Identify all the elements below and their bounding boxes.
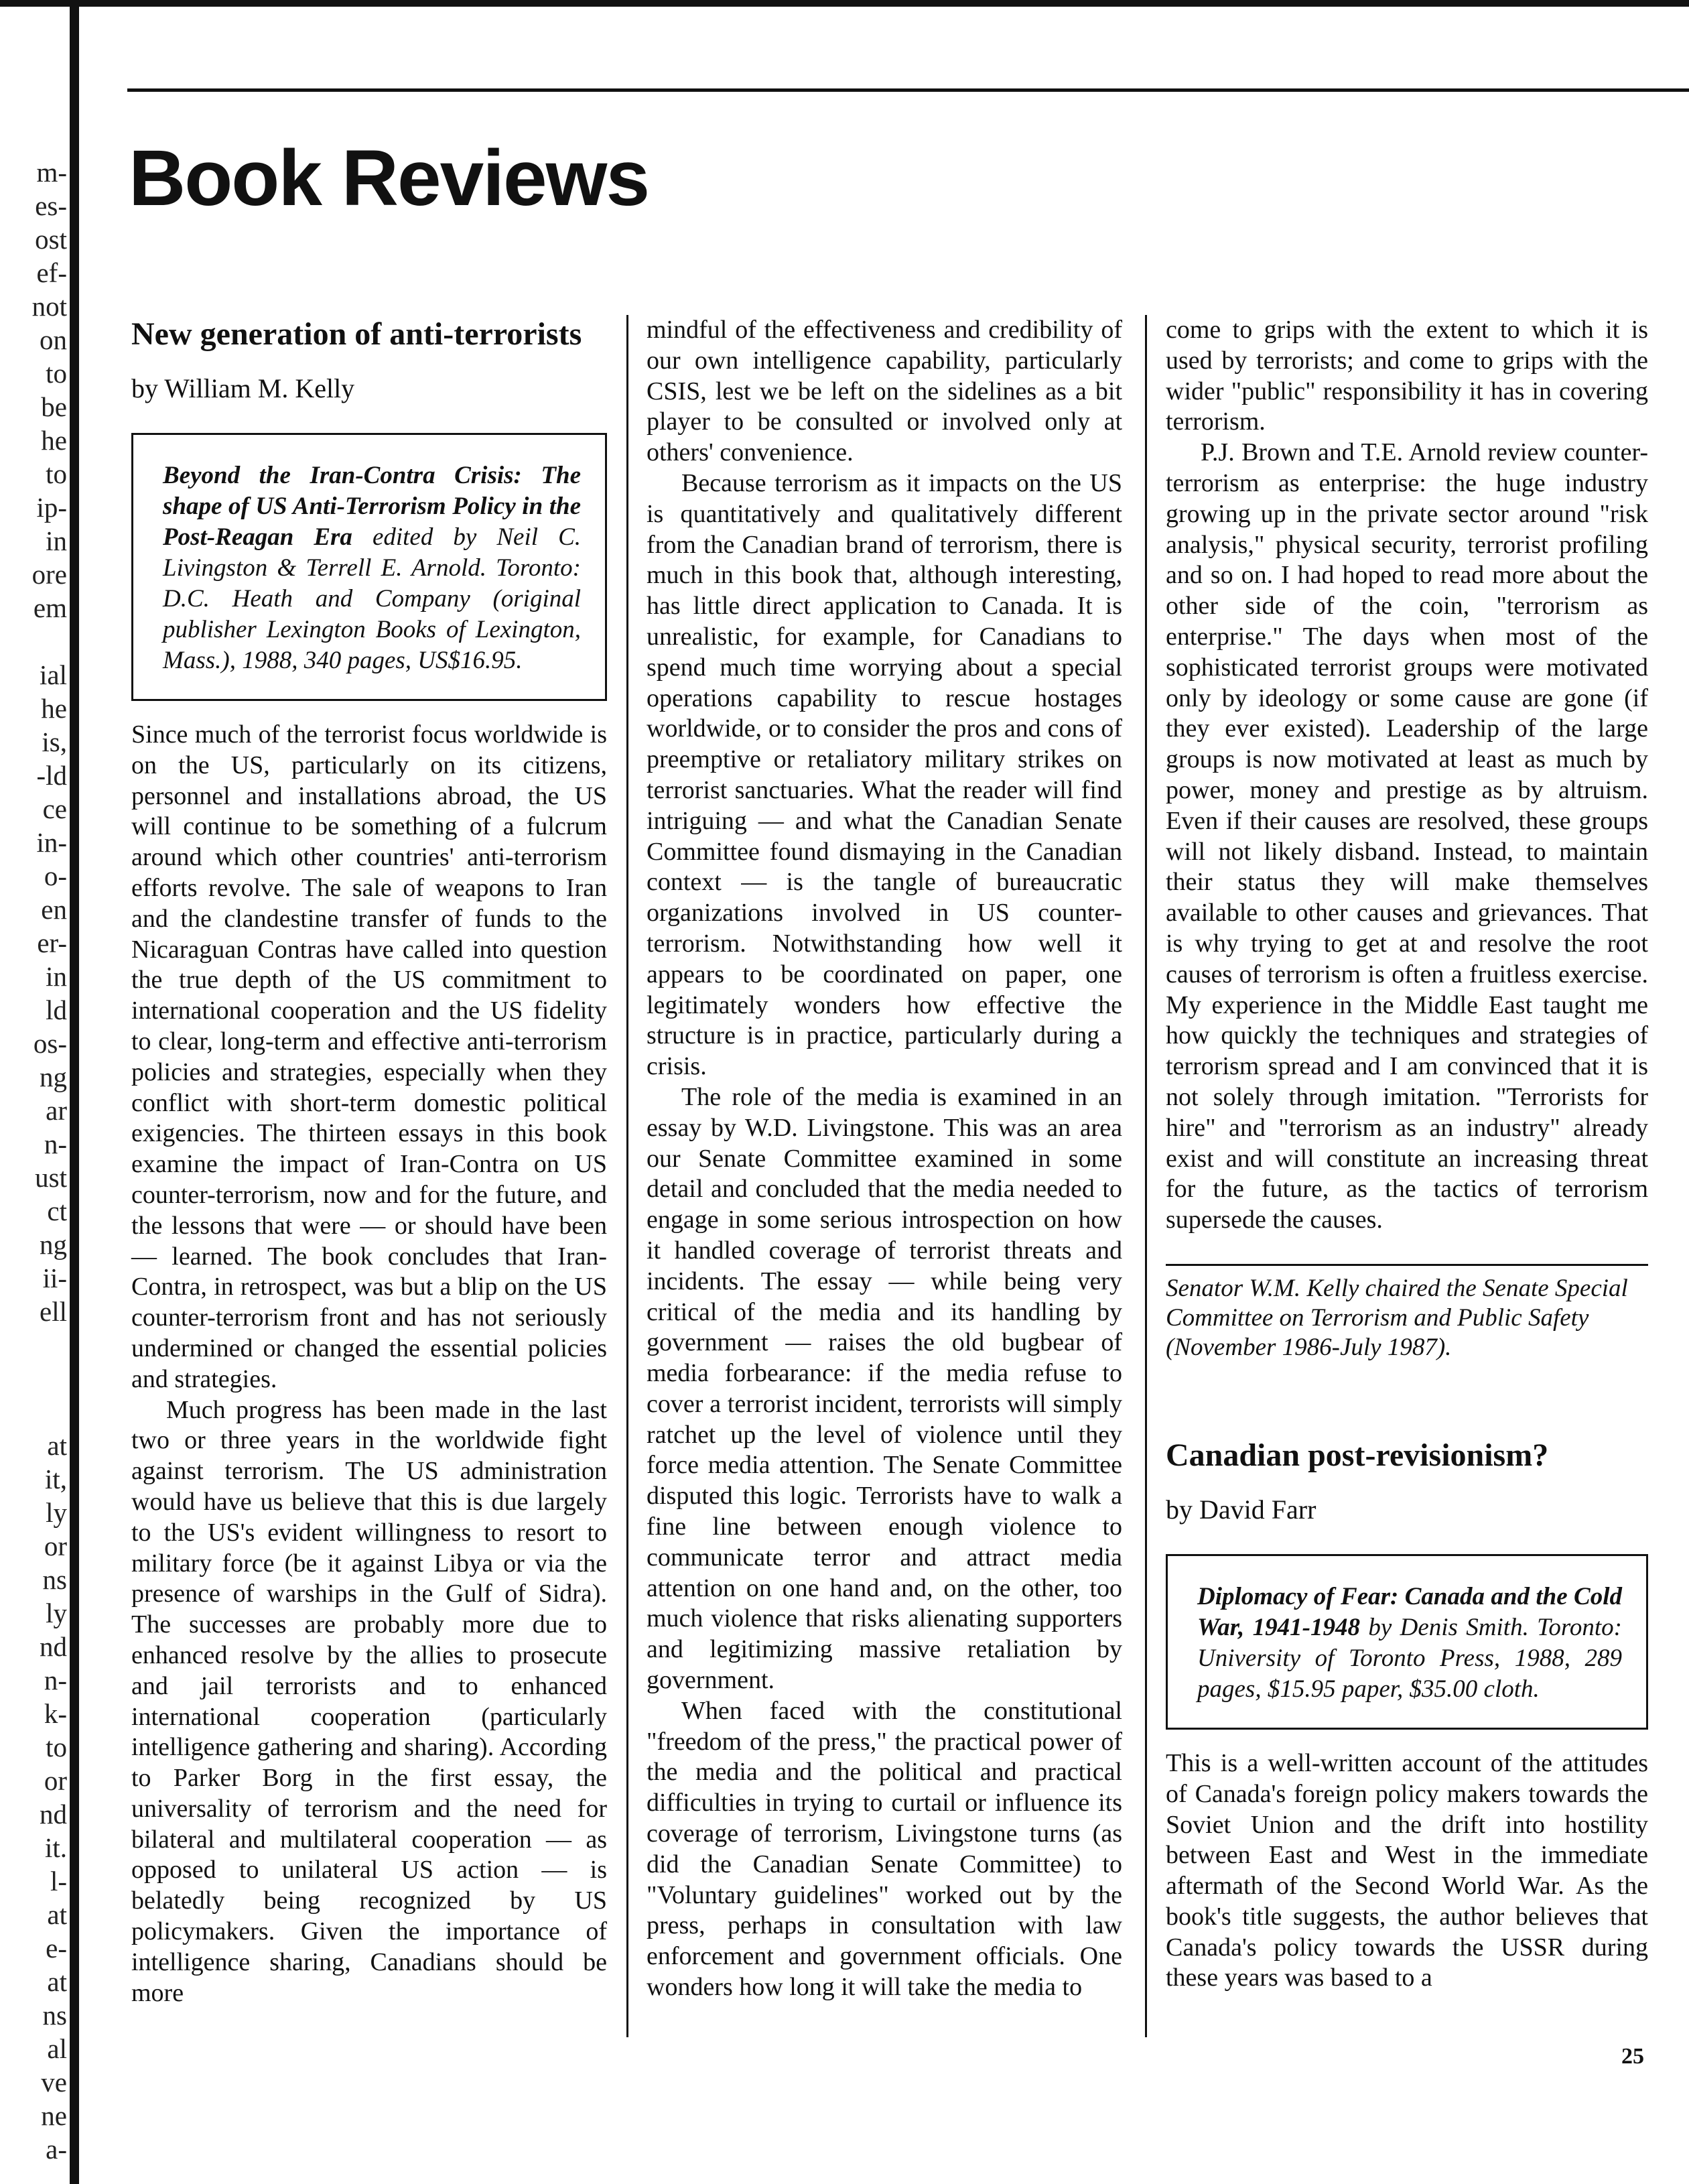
edge-text-fragment: it.: [44, 1832, 67, 1863]
edge-text-fragment: l-: [50, 1866, 67, 1897]
edge-text-fragment: ct: [47, 1196, 67, 1226]
column-divider: [626, 315, 628, 2037]
paragraph: Much progress has been made in the last two or three years in the worldwide fight against terrorism. The US administration would have us believe that this is due largely to the US's evident willingness to resort to military force (be it against Libya or via the presence of warships in the Gulf of Sidra). The successes are probably more due to enhanced resolve by the allies to prosecute and jail terrorists and to enhanced international cooperation (particularly intelligence gathering and sharing). According to Parker Borg in the first essay, the universality of terrorism and the need for bilateral and multilateral cooperation — as opposed to unilateral US action — is belatedly being recognized by US policymakers. Given the importance of intelligence sharing, Canadians should be more: [131, 1395, 607, 2007]
edge-text-fragment: e-: [46, 1933, 67, 1964]
edge-text-fragment: er-: [37, 927, 67, 958]
page-number: 25: [1621, 2044, 1644, 2069]
paragraph: The role of the media is examined in an essay by W.D. Livingstone. This was an area our Senate Committee examined in some detail and concluded that the media needed to engage in some serious introspection on how it handled coverage of terrorist threats and incidents. The essay — while being very critical of the media and its handling by government — raises the old bugbear of media forbearance: if the media refuse to cover a terrorist incident, terrorists will simply ratchet up the level of violence until they force media attention. The Senate Committee disputed this logic. Terrorists have to walk a fine line between enough violence to communicate terror and attract media attention on one hand and, on the other, too much violence that risks alienating supporters and legitimizing massive retaliation by government.: [647, 1082, 1122, 1695]
edge-text-fragment: al: [47, 2033, 67, 2064]
edge-text-fragment: ust: [35, 1162, 67, 1193]
edge-text-fragment: es-: [35, 190, 67, 221]
edge-text-fragment: ii-: [42, 1263, 67, 1293]
paragraph: Because terrorism as it impacts on the US is quantitatively and qualitatively different from the Canadian brand of terrorism, there is much in this book that, although interesting, has little direct application to Canada. It is unrealistic, for example, for Canadians to spend much time worrying about a special operations capability to rescue hostages worldwide, or to consider the pros and cons of preemptive or retaliatory military strikes on terrorist sanctuaries. What the reader will find intriguing — and what the Canadian Senate Committee found dismaying in the Canadian context — is the tangle of bureaucratic organizations involved in US counter-terrorism. Notwithstanding how well it appears to be coordinated on paper, one legitimately wonders how effective the structure is in practice, particularly during a crisis.: [647, 468, 1122, 1081]
paragraph: Since much of the terrorist focus worldwide is on the US, particularly on its citizens, personnel and installations abroad, the US will continue to be something of a fulcrum around which other countries' anti-terrorism efforts revolve. The sale of weapons to Iran and the clandestine transfer of funds to the Nicaraguan Contras have called into question the true depth of the US commitment to international cooperation and the US fidelity to clear, long-term and effective anti-terrorism policies and strategies, especially when they conflict with short-term domestic political exigencies. The thirteen essays in this book examine the impact of Iran-Contra on US counter-terrorism, now and for the future, and the lessons that were — or should have been — learned. The book concludes that Iran-Contra, in retrospect, was but a blip on the US counter-terrorism front and has not seriously undermined or changed the essential policies and strategies.: [131, 720, 607, 1393]
paragraph: mindful of the effectiveness and credibility of our own intelligence capability, particularly CSIS, lest we be left on the sidelines as a bit player to be consulted or involved only at others' convenience.: [647, 316, 1122, 467]
edge-text-fragment: in-: [36, 827, 67, 858]
header-rule: [127, 88, 1689, 92]
edge-text-fragment: [0, 625, 67, 658]
edge-text-fragment: ng: [40, 1229, 67, 1260]
edge-text-fragment: ost: [35, 224, 67, 255]
book-details-box: [131, 433, 607, 701]
edge-text-fragment: ell: [40, 1296, 67, 1327]
edge-text-fragment: ly: [46, 1598, 67, 1628]
edge-text-fragment: k-: [44, 1698, 67, 1729]
edge-text-fragment: nd: [40, 1631, 67, 1662]
previous-page-edge-text: [0, 155, 67, 2166]
edge-text-fragment: not: [31, 291, 67, 322]
paragraph: When faced with the constitutional "freedom of the press," the practical power of the media and the political and practical difficulties in trying to curtail or influence its coverage of terrorism, Livingstone turns (as did the Canadian Senate Committee) to "Voluntary guidelines" worked out by the press, perhaps in consultation with law enforcement and government officials. One wonders how long it will take the media to: [647, 1696, 1122, 2002]
edge-text-fragment: he: [41, 693, 67, 724]
edge-text-fragment: or: [44, 1531, 67, 1561]
edge-text-fragment: [0, 1395, 67, 1429]
edge-text-fragment: [0, 1362, 67, 1395]
edge-text-fragment: ial: [40, 659, 67, 690]
edge-text-fragment: ly: [46, 1497, 67, 1528]
reviewer-bio: Senator W.M. Kelly chaired the Senate Special Committee on Terrorism and Public Safety (November 1986-July 1987).: [1166, 1274, 1628, 1361]
book-details-box: [1166, 1554, 1648, 1730]
edge-text-fragment: to: [46, 1732, 67, 1762]
edge-text-fragment: o-: [44, 860, 67, 891]
edge-text-fragment: ef-: [36, 257, 67, 288]
book-title: Diplomacy of Fear: Canada and the Cold War, 1941-1948: [1197, 1582, 1622, 1641]
edge-text-fragment: to: [46, 458, 67, 489]
edge-text-fragment: at: [47, 1430, 67, 1461]
bio-rule: [1166, 1264, 1648, 1266]
edge-text-fragment: [0, 1328, 67, 1362]
edge-text-fragment: ore: [31, 559, 67, 590]
byline: by David Farr: [1166, 1494, 1316, 1525]
edge-text-fragment: ar: [46, 1095, 67, 1126]
edge-text-fragment: ip-: [36, 492, 67, 523]
edge-text-fragment: or: [44, 1765, 67, 1796]
edge-text-fragment: be: [41, 391, 67, 422]
edge-text-fragment: em: [33, 592, 67, 623]
book-details: edited by Neil C. Livingston & Terrell E. Arnold. Toronto: D.C. Heath and Company (original publisher Lexington Books of Lexington, Mass.), 1988, 340 pages, US$16.95.: [163, 523, 581, 674]
edge-text-fragment: en: [41, 894, 67, 925]
edge-text-fragment: ns: [42, 1564, 67, 1595]
edge-text-fragment: ld: [46, 994, 67, 1025]
column-2: [647, 315, 1122, 2003]
edge-text-fragment: in: [46, 961, 67, 992]
edge-text-fragment: he: [41, 425, 67, 456]
edge-text-fragment: n-: [44, 1665, 67, 1695]
edge-text-fragment: is,: [42, 726, 67, 757]
edge-text-fragment: nd: [40, 1799, 67, 1829]
page-binding-edge: [70, 5, 79, 2184]
edge-text-fragment: ve: [41, 2067, 67, 2098]
edge-text-fragment: in: [46, 525, 67, 556]
column-3: [1166, 315, 1648, 1994]
edge-text-fragment: to: [46, 358, 67, 389]
edge-text-fragment: at: [47, 1899, 67, 1930]
review-body: [1166, 315, 1648, 1236]
top-border: [0, 0, 1689, 7]
book-details: by Denis Smith. Toronto: University of Toronto Press, 1988, 289 pages, $15.95 paper, $35.00 cloth.: [1197, 1613, 1622, 1703]
column-1: [131, 315, 607, 2008]
edge-text-fragment: ne: [41, 2100, 67, 2131]
paragraph: come to grips with the extent to which it is used by terrorists; and come to grips with the wider "public" responsibility it has in covering terrorism.: [1166, 316, 1648, 436]
byline: by William M. Kelly: [131, 373, 355, 403]
edge-text-fragment: m-: [36, 157, 67, 188]
edge-text-fragment: -ld: [36, 760, 67, 791]
book-title: Beyond the Iran-Contra Crisis: The shape of US Anti-Terrorism Policy in the Post-Reagan Era: [163, 462, 581, 551]
edge-text-fragment: ns: [42, 2000, 67, 2031]
paragraph: This is a well-written account of the attitudes of Canada's foreign policy makers towards the Soviet Union and the drift into hostility between East and West in the immediate aftermath of the Second World War. As the book's title suggests, the author believes that Canada's policy towards the USSR during these years was based to a: [1166, 1748, 1648, 1992]
column-divider: [1145, 315, 1147, 2037]
paragraph: P.J. Brown and T.E. Arnold review counter-terrorism as enterprise: the huge industry growing up in the private sector around "risk analysis," physical security, terrorist profiling and so on. I had hoped to read more about the other side of the coin, "terrorism as enterprise." The days when most of the sophisticated terrorist groups were motivated only by ideology or some cause are gone (if they ever existed). Leadership of the large groups is now motivated at least as much by power, money and prestige as by altruism. Even if their causes are resolved, these groups will not likely disband. Instead, to maintain their status they will make themselves available to other causes and grievances. That is why trying to get at and resolve the root causes of terrorism is often a fruitless exercise. My experience in the Middle East taught me how quickly the techniques and strategies of terrorism spread and I am convinced that it is not solely through imitation. "Terrorists for hire" and "terrorism as an industry" already exist and will constitute an increasing threat for the future, as the tactics of terrorism supersede the causes.: [1166, 438, 1648, 1234]
edge-text-fragment: ce: [42, 793, 67, 824]
edge-text-fragment: on: [40, 324, 67, 355]
edge-text-fragment: ng: [40, 1062, 67, 1092]
review-title: Canadian post-revisionism?: [1166, 1437, 1549, 1473]
edge-text-fragment: it,: [44, 1464, 67, 1494]
edge-text-fragment: os-: [33, 1028, 67, 1059]
edge-text-fragment: at: [47, 1966, 67, 1997]
review-body: [131, 720, 607, 2008]
edge-text-fragment: a-: [46, 2134, 67, 2165]
review-body: [1166, 1748, 1648, 1994]
section-title: Book Reviews: [129, 134, 649, 222]
edge-text-fragment: n-: [44, 1129, 67, 1159]
review-title: New generation of anti-terrorists: [131, 316, 582, 352]
review-body: [647, 315, 1122, 2003]
